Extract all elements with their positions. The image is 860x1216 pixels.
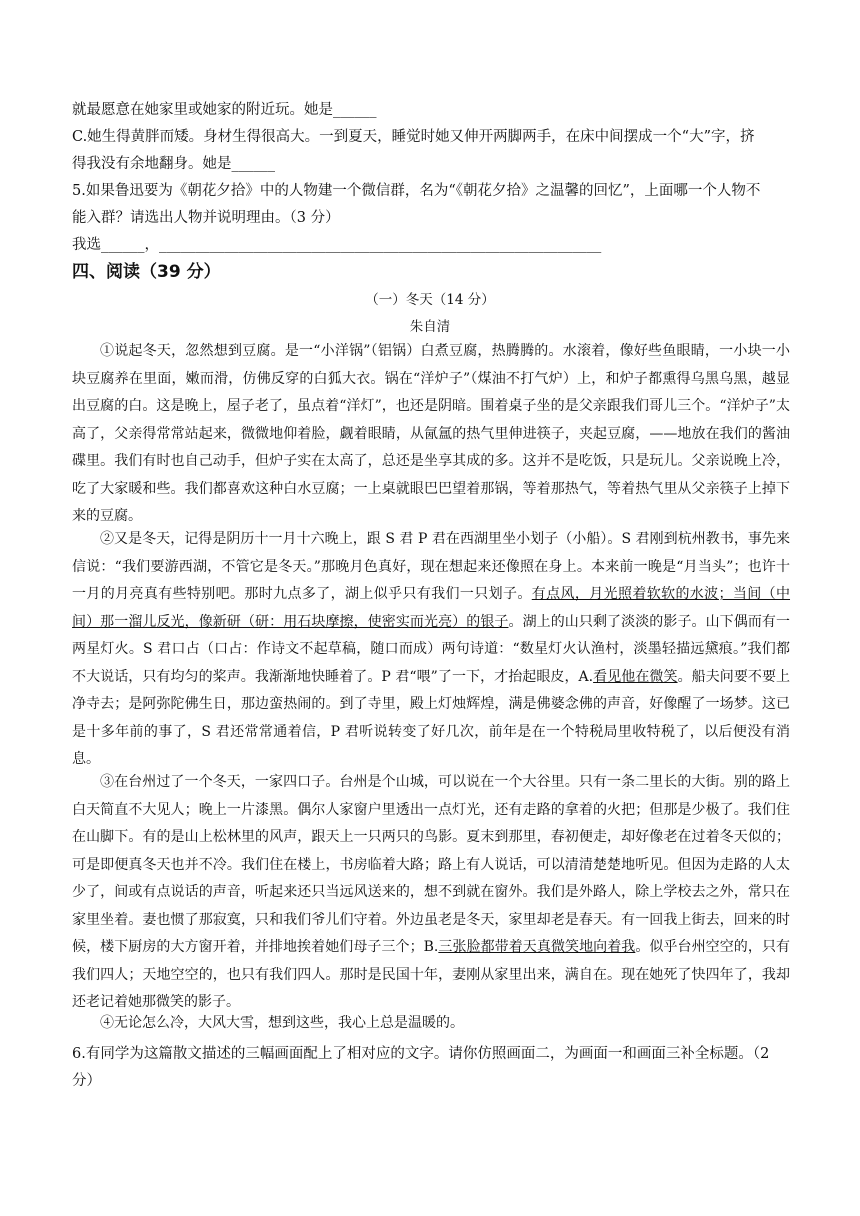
underlined-phrase-a: 看见他在微笑: [593, 668, 678, 685]
question-6: 6.有同学为这篇散文描述的三幅画面配上了相对应的文字。请你仿照画面二，为画面一和画面三补全标题。（2: [72, 1046, 770, 1062]
paragraph-2: ②又是冬天，记得是阴历十一月十六晚上，跟 S 君 P 君在西湖里坐小划子（小船）。S 君刚到杭州教书，事先来信说：“我们要游西湖，不管它是冬天。”那晚月色真好，现在想起来还像照在身上。本来前一晚是“月当头”；也许十一月的月亮真有些特别吧。那时九点多了，湖上似乎只有我们一只划子。有点风，月光照着软软的水波；当间（中间）那一溜儿反光，像新研（研：用石块摩擦，使密实而光亮）的银子。湖上的山只剩了淡淡的影子。山下偶而有一两星灯火。S 君口占（口占：作诗文不起草稿，随口而成）两句诗道：“数星灯火认渔村，淡墨轻描远黛痕。”我们都不大说话，只有均匀的桨声。我渐渐地快睡着了。P 君“喂”了一下，才抬起眼皮，A.看见他在微笑。船夫问要不要上净寺去；是阿弥陀佛生日，那边蛮热闹的。到了寺里，殿上灯烛辉煌，满是佛婆念佛的声音，好像醒了一场梦。这已是十多年前的事了，S 君还常常通着信，P 君听说转变了好几次，前年是在一个特税局里收特税了，以后便没有消息。: [72, 531, 791, 767]
underlined-phrase-b: 三张脸都带着天真微笑地向着我: [438, 939, 636, 955]
question-5-cont: 能入群？请选出人物并说明理由。（3 分）: [72, 210, 340, 226]
text-line: 得我没有余地翻身。她是______: [72, 156, 275, 172]
option-c-line: C.她生得黄胖而矮。身材生得很高大。一到夏天，睡觉时她又伸开两脚两手，在床中间摆成一个“大”字，挤: [72, 129, 755, 145]
passage-title: （一）冬天（14 分）: [365, 292, 495, 308]
underlined-sentence: 有点风，月光照着软软的水波；当间（中间）那一溜儿反光，像新研（研：用石块摩擦，使密实而光亮）的银子: [72, 586, 791, 630]
text-line: 就最愿意在她家里或她家的附近玩。她是______: [72, 102, 377, 118]
question-5: 5.如果鲁迅要为《朝花夕拾》中的人物建一个微信群，名为“《朝花夕拾》之温馨的回忆”，上面哪一个人物不: [72, 183, 761, 199]
passage-author: 朱自清: [409, 319, 451, 335]
paragraph-4: ④无论怎么冷，大风大雪，想到这些，我心上总是温暖的。: [100, 1015, 464, 1031]
paragraph-1: ①说起冬天，忽然想到豆腐。是一“小洋锅”（铝锅）白煮豆腐，热腾腾的。水滚着，像好些鱼眼睛，一小块一小块豆腐养在里面，嫩而滑，仿佛反穿的白狐大衣。锅在“洋炉子”（煤油不打气炉）上，和炉子都熏得乌黑乌黑，越显出豆腐的白。这是晚上，屋子老了，虽点着“洋灯”，也还是阴暗。围着桌子坐的是父亲跟我们哥儿三个。“洋炉子”太高了，父亲得常常站起来，微微地仰着脸，觑着眼睛，从氤氲的热气里伸进筷子，夹起豆腐，——地放在我们的酱油碟里。我们有时也自己动手，但炉子实在太高了，总还是坐享其成的多。这并不是吃饭，只是玩儿。父亲说晚上冷，吃了大家暖和些。我们都喜欢这种白水豆腐；一上桌就眼巴巴望着那锅，等着那热气，等着热气里从父亲筷子上掉下来的豆腐。: [72, 343, 790, 524]
question-6-cont: 分）: [72, 1073, 101, 1089]
paragraph-3: ③在台州过了一个冬天，一家四口子。台州是个山城，可以说在一个大谷里。只有一条二里长的大街。别的路上白天简直不大见人；晚上一片漆黑。偶尔人家窗户里透出一点灯光，还有走路的拿着的火把；但那是少极了。我们住在山脚下。有的是山上松林里的风声，跟天上一只两只的鸟影。夏末到那里，春初便走，却好像老在过着冬天似的；可是即便真冬天也并不冷。我们住在楼上，书房临着大路；路上有人说话，可以清清楚楚地听见。但因为走路的人太少了，间或有点说话的声音，听起来还只当远风送来的，想不到就在窗外。我们是外路人，除上学校去之外，常只在家里坐着。妻也惯了那寂寞，只和我们爷儿们守着。外边虽老是冬天，家里却老是春天。有一回我上街去，回来的时候，楼下厨房的大方窗开着，并排地挨着她们母子三个；B.三张脸都带着天真微笑地向着我。似乎台州空空的，只有我们四人；天地空空的，也只有我们四人。那时是民国十年，妻刚从家里出来，满自在。现在她死了快四年了，我却还老记着她那微笑的影子。: [72, 774, 791, 1010]
section-heading: 四、阅读（39 分）: [72, 262, 221, 282]
answer-line: 我选______，_____________________________________________________________: [72, 237, 602, 253]
